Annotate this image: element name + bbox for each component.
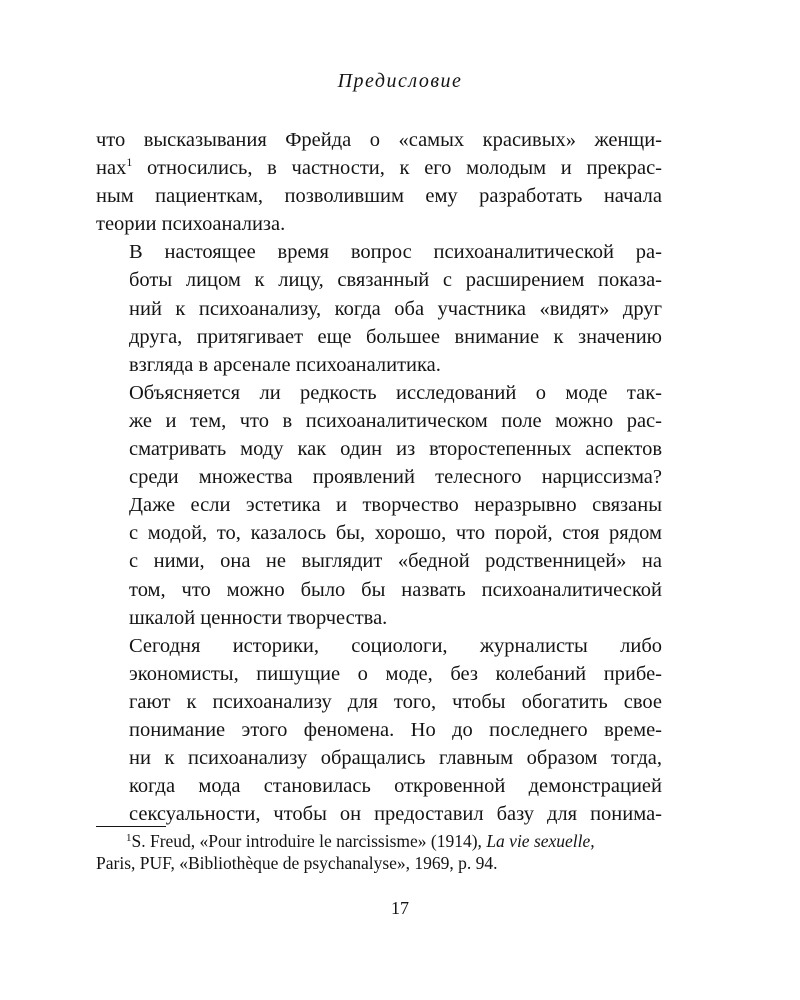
text-line: В настоящее время вопрос психоаналитической ра- [129, 241, 662, 264]
footnote-line: Paris, PUF, «Bibliothèque de psychanalyse», 1969, p. 94. [96, 853, 498, 873]
text-line: шкалой ценности творчества. [129, 606, 388, 629]
paragraph-2 [96, 238, 662, 378]
text-line: взгляда в арсенале психоаналитика. [129, 353, 441, 376]
text-line [96, 154, 662, 182]
footnote [96, 830, 662, 874]
footnote-line [96, 830, 662, 852]
text-line: что высказывания Фрейда о «самых красивых» женщи- [96, 129, 662, 151]
text-line: ни к психоанализу обращались главным образом тогда, [129, 747, 662, 770]
text-line: теории психоанализа. [96, 213, 286, 236]
text-line: боты лицом к лицу, связанный с расширением показа- [129, 269, 662, 292]
text-line: сматривать моду как один из второстепенных аспектов [129, 438, 662, 461]
running-head: Предисловие [337, 70, 463, 92]
text-line: понимание этого феномена. Но до последнего време- [129, 718, 662, 741]
footnote-title: La vie sexuelle, [486, 831, 595, 851]
text-line: Даже если эстетика и творчество неразрывно связаны [129, 494, 662, 517]
text-line: когда мода становилась откровенной демонстрацией [129, 775, 662, 798]
text-line: друга, притягивает еще большее внимание к значению [129, 325, 662, 348]
text-line: том, что можно было бы назвать психоаналитической [129, 578, 662, 601]
text-line: сексуальности, чтобы он предоставил базу для понима- [129, 803, 662, 826]
text-line: с ними, она не выглядит «бедной родственницей» на [129, 550, 662, 573]
page-number: 17 [391, 898, 409, 918]
paragraph-1 [96, 126, 662, 238]
footnote-marker: 1 [126, 832, 132, 844]
text-line: Сегодня историки, социологи, журналисты либо [129, 634, 662, 657]
footnote-text: S. Freud, «Pour introduire le narcissisme» (1914), [131, 831, 487, 851]
paragraph-3 [96, 379, 662, 632]
text-fragment: относились, в частности, к его молодым и прекрас- [132, 157, 662, 180]
body-text [96, 126, 662, 828]
paragraph-4 [96, 632, 662, 829]
text-line: гают к психоанализу для того, чтобы обогатить свое [129, 690, 662, 713]
text-fragment: нах [96, 157, 127, 180]
text-line: среди множества проявлений телесного нарциссизма? [129, 466, 662, 489]
text-line: с модой, то, казалось бы, хорошо, что порой, стоя рядом [129, 522, 662, 545]
text-line: экономисты, пишущие о моде, без колебаний прибе- [129, 662, 662, 685]
text-line: же и тем, что в психоаналитическом поле можно рас- [129, 409, 662, 432]
footnote-divider [96, 826, 166, 827]
text-line: ным пациенткам, позволившим ему разработать начала [96, 185, 662, 208]
text-line: Объясняется ли редкость исследований о моде так- [129, 381, 662, 404]
footnote-reference[interactable]: 1 [126, 155, 133, 170]
text-line: ний к психоанализу, когда оба участника «видят» друг [129, 297, 662, 320]
